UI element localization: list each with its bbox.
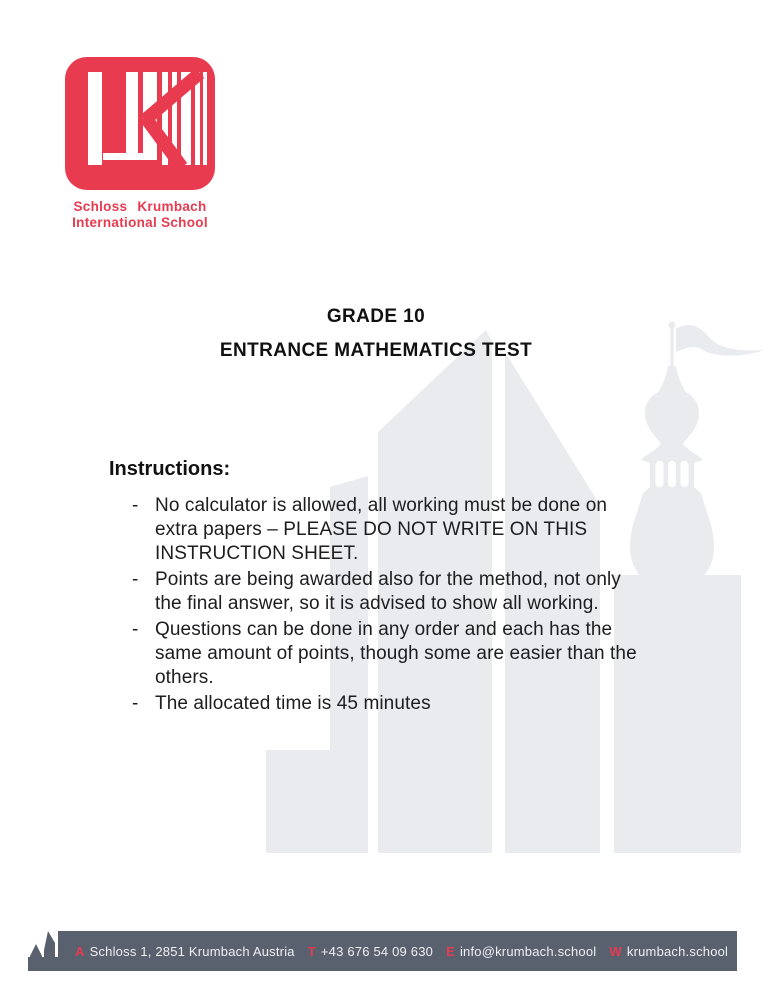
footer-segment-label: A: [75, 943, 85, 959]
school-name-line2: International School: [72, 214, 208, 230]
footer-segment-text: info@krumbach.school: [459, 943, 597, 959]
instruction-item: [132, 494, 712, 566]
castle-icon: [26, 929, 60, 972]
instruction-text: [155, 692, 431, 716]
instruction-line: extra papers – PLEASE DO NOT WRITE ON THIS: [155, 519, 588, 540]
grade-title: GRADE 10: [326, 306, 426, 327]
instruction-line: The allocated time is 45 minutes: [155, 693, 431, 714]
footer-segment: [609, 944, 728, 959]
bullet-dash: -: [132, 619, 139, 640]
bullet-dash: -: [132, 495, 139, 516]
footer-segment-text: Schloss 1, 2851 Krumbach Austria: [89, 943, 295, 959]
instruction-line: the final answer, so it is advised to show all working.: [155, 593, 599, 614]
footer-segment: [308, 944, 433, 959]
footer-segment: [446, 944, 596, 959]
test-title: ENTRANCE MATHEMATICS TEST: [219, 340, 533, 361]
footer-segment-text: krumbach.school: [626, 943, 729, 959]
footer-segment-label: E: [446, 943, 455, 959]
instruction-text: [155, 494, 607, 566]
instruction-text: [155, 568, 621, 616]
instructions-list: [132, 494, 712, 718]
bullet-dash: -: [132, 693, 139, 714]
instruction-line: INSTRUCTION SHEET.: [155, 543, 359, 564]
instruction-item: [132, 568, 712, 616]
instruction-text: [155, 618, 637, 690]
footer-segment-label: W: [609, 943, 622, 959]
footer-segment: [75, 944, 295, 959]
school-logo: [65, 57, 215, 190]
instruction-item: [132, 618, 712, 690]
school-name: [65, 199, 215, 230]
instruction-item: [132, 692, 712, 716]
instruction-line: same amount of points, though some are easier than the: [155, 643, 637, 664]
footer-segment-label: T: [307, 943, 316, 959]
instructions-heading: Instructions:: [109, 458, 231, 480]
bullet-dash: -: [132, 569, 139, 590]
instruction-line: others.: [155, 667, 214, 688]
footer-segment-text: +43 676 54 09 630: [320, 943, 434, 959]
instruction-line: Questions can be done in any order and each has the: [155, 619, 613, 640]
instruction-line: Points are being awarded also for the method, not only: [155, 569, 621, 590]
instruction-line: No calculator is allowed, all working must be done on: [155, 495, 608, 516]
footer-contact-line: [75, 931, 728, 971]
school-name-line1: Schloss Krumbach: [73, 199, 207, 214]
